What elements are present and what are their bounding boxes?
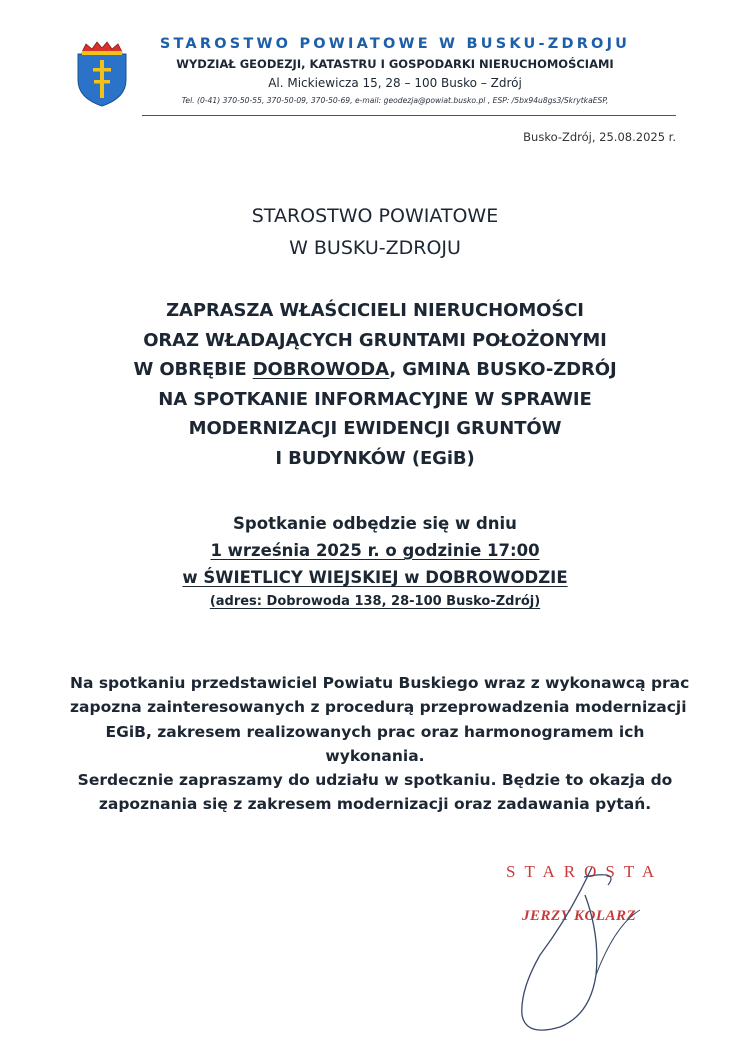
stamp-name: JERZY KOLARZ xyxy=(522,908,637,924)
description-line: zapoznania się z zakresem modernizacji oraz zadawania pytań. xyxy=(98,795,652,814)
meeting-datetime: 1 września 2025 r. o godzinie 17:00 xyxy=(210,541,540,560)
meeting-intro: Spotkanie odbędzie się w dniu xyxy=(233,514,517,533)
office-address: Al. Mickiewicza 15, 28 – 100 Busko – Zdrój xyxy=(268,76,522,90)
header-divider xyxy=(142,115,676,116)
department-name: WYDZIAŁ GEODEZJI, KATASTRU I GOSPODARKI NIERUCHOMOŚCIAMI xyxy=(176,57,614,71)
invitation-line-5: MODERNIZACJI EWIDENCJI GRUNTÓW xyxy=(188,418,562,439)
invitation-line-3-suffix: , GMINA BUSKO-ZDRÓJ xyxy=(389,359,617,380)
invitation-line-3 xyxy=(0,355,750,385)
invitation-line-4: NA SPOTKANIE INFORMACYJNE W SPRAWIE xyxy=(158,388,592,410)
invitation-line-3-prefix: W OBRĘBIE xyxy=(133,359,253,380)
description-line: Na spotkaniu przedstawiciel Powiatu Buskiego wraz z wykonawcą prac xyxy=(70,674,690,692)
title-block xyxy=(0,200,750,264)
invitation-line-6: I BUDYNKÓW (EGiB) xyxy=(275,447,475,469)
handwritten-signature xyxy=(500,855,700,1055)
description-line: wykonania. xyxy=(325,746,425,765)
meeting-address: (adres: Dobrowoda 138, 28-100 Busko-Zdrój) xyxy=(209,594,541,609)
description-block xyxy=(70,671,690,817)
description-line: zapozna zainteresowanych z procedurą przeprowadzenia modernizacji xyxy=(70,698,687,717)
stamp-title: STAROSTA xyxy=(506,862,664,881)
title-line-1: STAROSTWO POWIATOWE xyxy=(251,205,499,227)
description-line: EGiB, zakresem realizowanych prac oraz harmonogramem ich xyxy=(105,722,645,741)
description-line: Serdecznie zapraszamy do udziału w spotkaniu. Będzie to okazja do xyxy=(77,771,673,790)
precinct-name: DOBROWODA xyxy=(252,359,390,380)
invitation-block xyxy=(0,296,750,473)
title-line-2: W BUSKU-ZDROJU xyxy=(289,237,461,259)
invitation-line-2: ORAZ WŁADAJĄCYCH GRUNTAMI POŁOŻONYMI xyxy=(143,329,607,351)
invitation-line-1: ZAPRASZA WŁAŚCICIELI NIERUCHOMOŚCI xyxy=(166,300,584,321)
letterhead xyxy=(140,36,650,105)
meeting-venue: w ŚWIETLICY WIEJSKIEJ w DOBROWODZIE xyxy=(182,568,568,587)
contact-info: Tel. (0-41) 370-50-55, 370-50-09, 370-50-69, e-mail: geodezja@powiat.busko.pl , ESP: /5bx94u8gs3/SkrytkaESP, xyxy=(181,96,609,105)
meeting-details xyxy=(0,510,750,613)
document-date: Busko-Zdrój, 25.08.2025 r. xyxy=(523,130,676,144)
coat-of-arms-icon xyxy=(74,40,130,108)
organization-name: STAROSTWO POWIATOWE W BUSKU-ZDROJU xyxy=(159,36,631,52)
